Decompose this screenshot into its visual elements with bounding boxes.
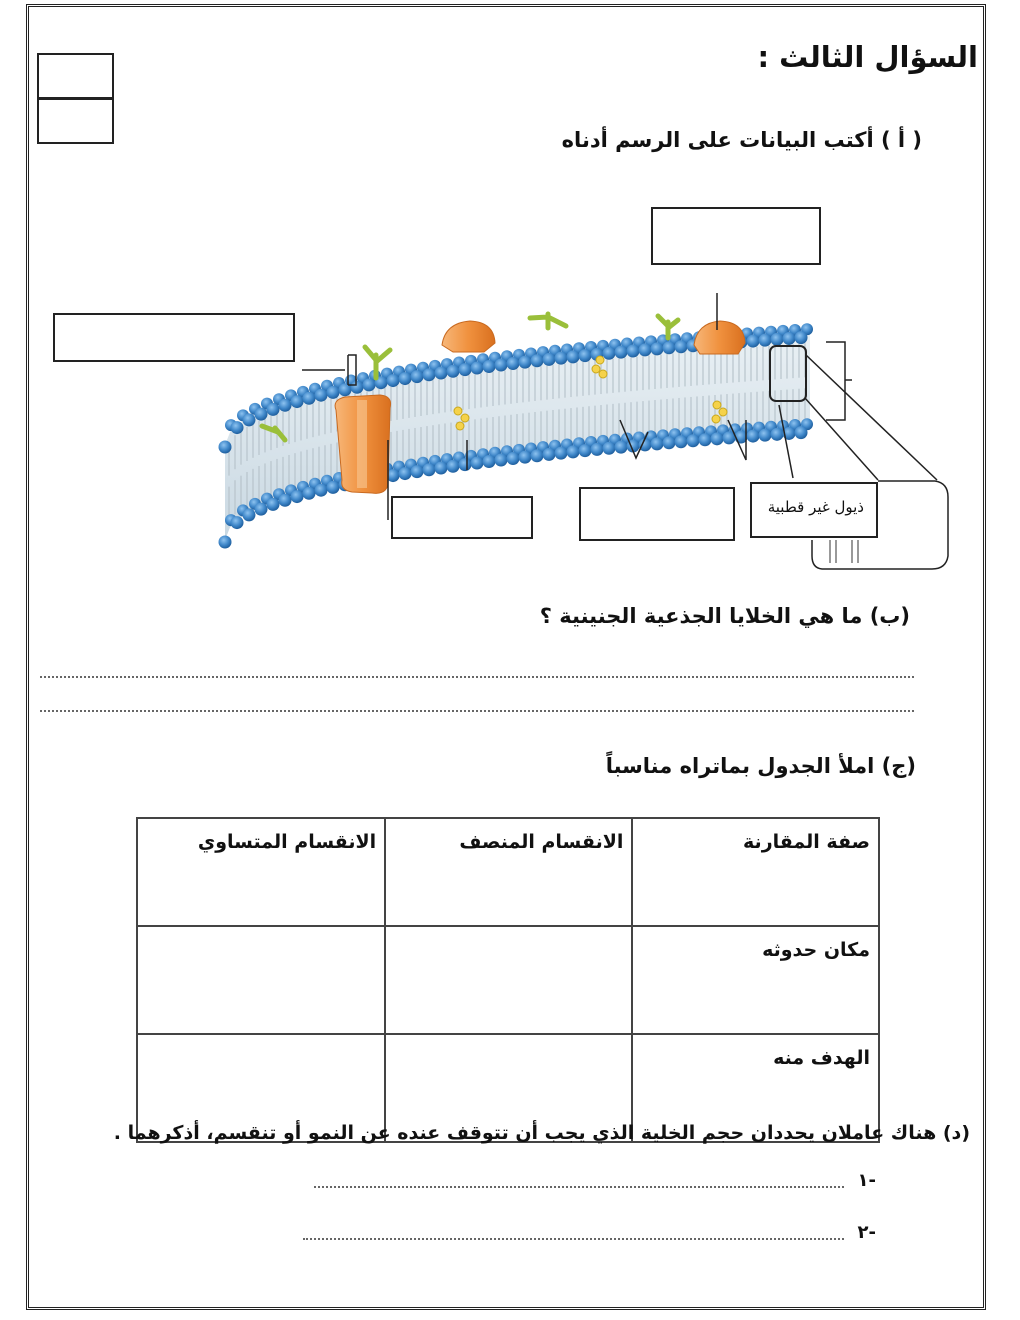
phospholipid-head: [447, 365, 460, 378]
phospholipid-head: [471, 457, 484, 470]
table-header-cell: الانقسام المنصف: [385, 818, 632, 926]
phospholipid-head: [675, 340, 688, 353]
phospholipid-head: [651, 437, 664, 450]
phospholipid-head: [279, 399, 292, 412]
label-box-bottom-2[interactable]: [579, 487, 735, 541]
answer-line-d2[interactable]: [303, 1238, 844, 1240]
table-header-cell: صفة المقارنة: [632, 818, 879, 926]
phospholipid-head: [459, 458, 472, 471]
phospholipid-head: [603, 347, 616, 360]
phospholipid-head: [435, 367, 448, 380]
phospholipid-head: [423, 463, 436, 476]
part-c-instruction: (ج) املأ الجدول بماتراه مناسباً: [605, 754, 916, 778]
phospholipid-head: [447, 460, 460, 473]
phospholipid-head: [291, 395, 304, 408]
phospholipid-head: [495, 453, 508, 466]
phospholipid-head: [771, 428, 784, 441]
phospholipid-head: [795, 426, 808, 439]
phospholipid-head: [519, 451, 532, 464]
phospholipid-head: [663, 436, 676, 449]
phospholipid-head: [579, 444, 592, 457]
phospholipid-head: [255, 408, 268, 421]
phospholipid-head: [483, 360, 496, 373]
phospholipid-head: [363, 378, 376, 391]
phospholipid-head: [303, 487, 316, 500]
phospholipid-head: [399, 467, 412, 480]
phospholipid-head: [351, 381, 364, 394]
phospholipid-head: [315, 389, 328, 402]
part-d-question: (د) هناك عاملان يحددان حجم الخلية الذي يجب أن تتوقف عنده عن النمو أو تنقسم، أذكرهما .: [113, 1122, 970, 1144]
answer-cell[interactable]: [137, 926, 385, 1034]
phospholipid-head: [459, 363, 472, 376]
phospholipid-head: [711, 432, 724, 445]
phospholipid-head: [231, 421, 244, 434]
phospholipid-head: [483, 455, 496, 468]
phospholipid-head: [555, 352, 568, 365]
answer-number-1: -١: [857, 1170, 876, 1191]
nonpolar-tails-label: ذيول غير قطبية: [767, 498, 864, 516]
phospholipid-head: [507, 452, 520, 465]
table-header-cell: الانقسام المتساوي: [137, 818, 385, 926]
phospholipid-head: [267, 498, 280, 511]
phospholipid-head: [255, 503, 268, 516]
phospholipid-head: [531, 354, 544, 367]
phospholipid-head: [519, 356, 532, 369]
phospholipid-head: [651, 342, 664, 355]
phospholipid-head: [267, 403, 280, 416]
phospholipid-head: [243, 508, 256, 521]
phospholipid-head: [771, 333, 784, 346]
phospholipid-head: [567, 445, 580, 458]
table-row-label: الهدف منه: [632, 1034, 879, 1142]
phospholipid-head: [507, 357, 520, 370]
phospholipid-head: [231, 516, 244, 529]
answer-cell[interactable]: [385, 926, 632, 1034]
phospholipid-head: [627, 345, 640, 358]
phospholipid-head: [435, 462, 448, 475]
phospholipid-head: [555, 447, 568, 460]
phospholipid-head: [399, 372, 412, 385]
peripheral-protein-1: [442, 321, 495, 352]
phospholipid-head: [795, 331, 808, 344]
answer-number-2: -٢: [857, 1222, 876, 1243]
table-row-label: مكان حدوثه: [632, 926, 879, 1034]
phospholipid-head: [663, 341, 676, 354]
phospholipid-head: [687, 434, 700, 447]
phospholipid-head: [387, 374, 400, 387]
label-box-nonpolar-tails: [750, 482, 878, 538]
answer-line-d1[interactable]: [314, 1186, 844, 1188]
phospholipid-head: [303, 392, 316, 405]
answer-line-b2[interactable]: [40, 710, 914, 712]
phospholipid-head: [567, 350, 580, 363]
comparison-table: [136, 817, 880, 1143]
part-b-question: (ب) ما هي الخلايا الجذعية الجنينية ؟: [539, 604, 910, 628]
phospholipid-head: [219, 441, 232, 454]
phospholipid-head: [315, 484, 328, 497]
phospholipid-head: [759, 334, 772, 347]
phospholipid-head: [699, 433, 712, 446]
phospholipid-head: [675, 435, 688, 448]
label-box-top[interactable]: [651, 207, 821, 265]
phospholipid-head: [291, 490, 304, 503]
phospholipid-head: [579, 349, 592, 362]
peripheral-protein-2: [694, 321, 745, 354]
phospholipid-head: [411, 465, 424, 478]
phospholipid-head: [327, 386, 340, 399]
channel-protein-pore: [357, 400, 367, 488]
phospholipid-head: [243, 413, 256, 426]
phospholipid-head: [327, 481, 340, 494]
phospholipid-head: [759, 429, 772, 442]
table-row: [137, 818, 879, 926]
phospholipid-head: [603, 442, 616, 455]
part-a-instruction: ( أ ) أكتب البيانات على الرسم أدناه: [561, 128, 922, 152]
phospholipid-head: [747, 335, 760, 348]
question-title: السؤال الثالث :: [757, 40, 978, 74]
phospholipid-head: [219, 536, 232, 549]
zoomed-tails: [830, 540, 858, 563]
phospholipid-head: [531, 449, 544, 462]
phospholipid-head: [783, 332, 796, 345]
phospholipid-head: [543, 448, 556, 461]
phospholipid-head: [615, 441, 628, 454]
phospholipid-head: [639, 343, 652, 356]
phospholipid-head: [747, 430, 760, 443]
phospholipid-head: [615, 346, 628, 359]
label-box-bottom-1[interactable]: [391, 496, 533, 539]
table-row: [137, 926, 879, 1034]
phospholipid-head: [471, 362, 484, 375]
phospholipid-head: [591, 443, 604, 456]
phospholipid-head: [495, 358, 508, 371]
phospholipid-head: [411, 370, 424, 383]
label-box-left[interactable]: [53, 313, 295, 362]
phospholipid-head: [543, 353, 556, 366]
phospholipid-head: [279, 494, 292, 507]
answer-line-b1[interactable]: [40, 676, 914, 678]
phospholipid-head: [423, 368, 436, 381]
